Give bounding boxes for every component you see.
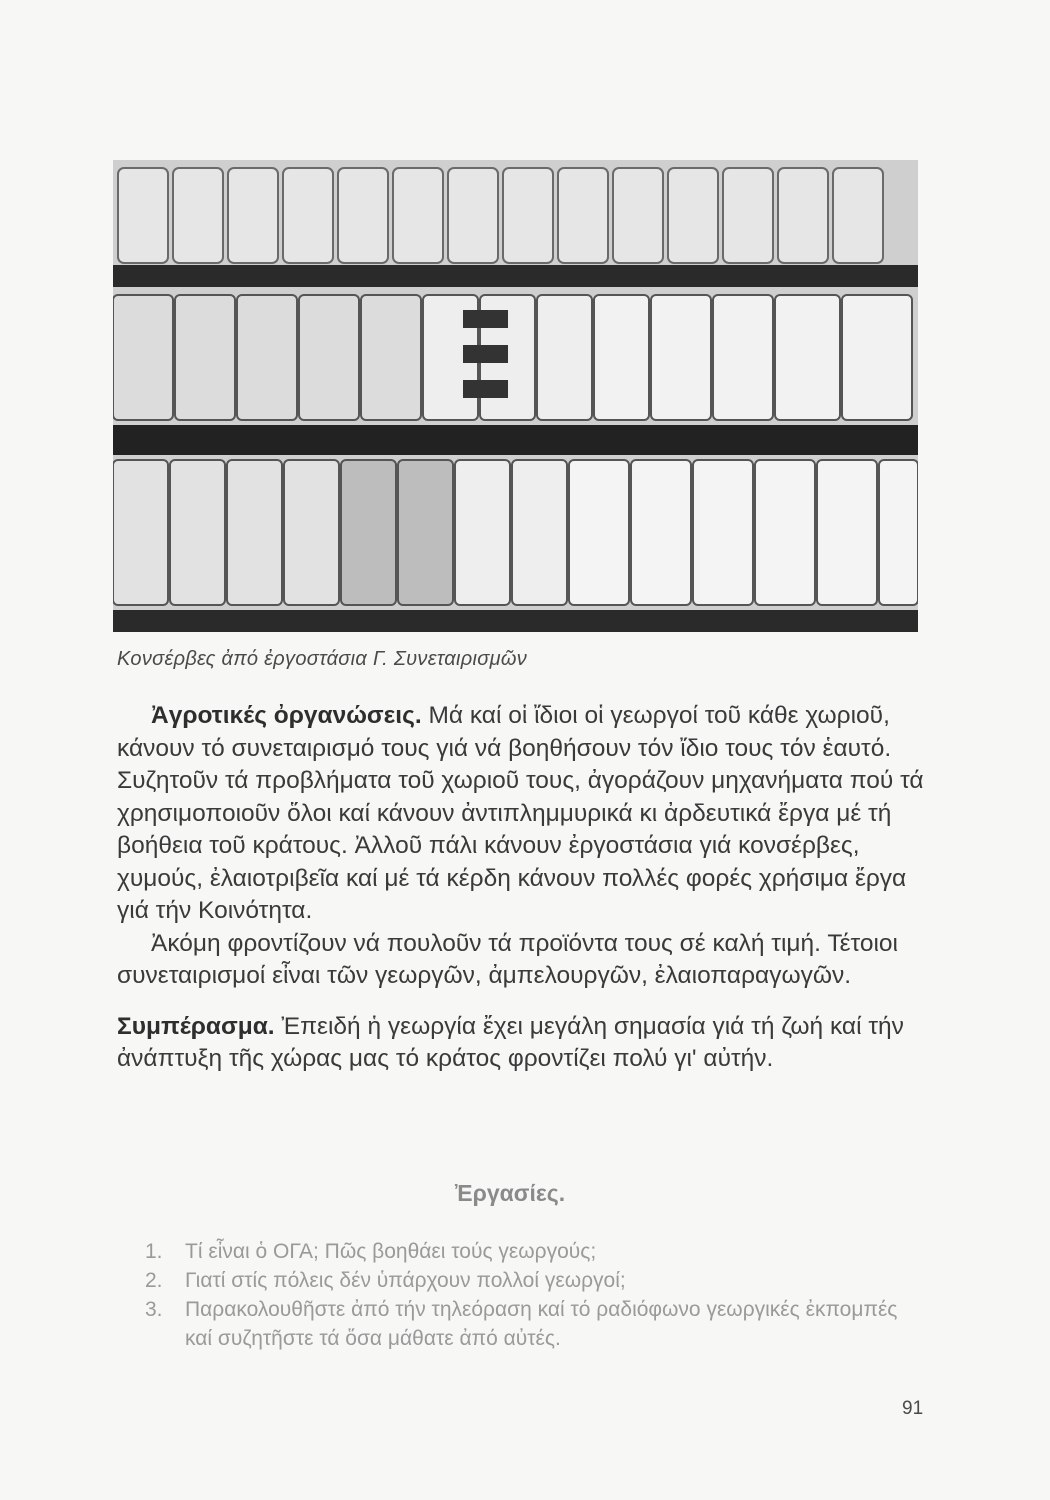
paragraph-agricultural-organizations: [117, 700, 937, 928]
exercise-number: 1.: [145, 1240, 163, 1263]
exercise-item: [145, 1237, 925, 1266]
paragraph-prices: Ἀκόμη φροντίζουν νά πουλοῦν τά προϊόντα τους σέ καλή τιμή. Τέτοιοι συνεταιρισμοί εἶναι τῶν γεωργῶν, ἀμπελουργῶν, ἐλαιοπαραγωγῶν.: [117, 929, 898, 989]
exercises-list: [145, 1237, 925, 1353]
exercise-number: 2.: [145, 1269, 163, 1292]
paragraph-body: Μά καί οἱ ἴδιοι οἱ γεωργοί τοῦ κάθε χωριοῦ, κάνουν τό συνεταιρισμό τους γιά νά βοηθήσουν τόν ἴδιο τους τόν ἑαυτό. Συζητοῦν τά προβλήματα τοῦ χωριοῦ τους, ἀγοράζουν μηχανήματα πού τά χρησιμοποιοῦν ὅλοι καί κάνουν ἀντιπλημμυρικά κι ἀρδευτικά ἔργα μέ τή βοήθεια τοῦ κράτους. Ἀλλοῦ πάλι κάνουν ἐργοστάσια γιά κονσέρβες, χυμούς, ἐλαιοτριβεῖα καί μέ τά κέρδη κάνουν πολλές φορές χρήσιμα ἔργα γιά τήν Κοινότητα.: [117, 702, 924, 924]
paragraph-heading: Ἀγροτικές ὀργανώσεις.: [151, 702, 422, 729]
main-text: [117, 700, 937, 1076]
paragraph-conclusion: [117, 1011, 937, 1076]
exercise-text: Τί εἶναι ὁ ΟΓΑ; Πῶς βοηθάει τούς γεωργούς;: [185, 1240, 597, 1263]
exercise-item: [145, 1295, 925, 1353]
page-number: 91: [902, 1398, 924, 1419]
canned-goods-photo: [113, 160, 918, 632]
exercise-text: Γιατί στίς πόλεις δέν ὑπάρχουν πολλοί γεωργοί;: [185, 1269, 626, 1292]
shelves-photo-icon: [113, 160, 918, 632]
paragraph-body: Ἐπειδή ἡ γεωργία ἔχει μεγάλη σημασία γιά τή ζωή καί τήν ἀνάπτυξη τῆς χώρας μας τό κράτος φροντίζει πολύ γι' αὐτήν.: [117, 1012, 904, 1072]
exercise-number: 3.: [145, 1298, 163, 1321]
exercise-item: [145, 1266, 925, 1295]
paragraph-heading: Συμπέρασμα.: [117, 1012, 275, 1040]
exercise-text: Παρακολουθῆστε ἀπό τήν τηλεόραση καί τό ραδιόφωνο γεωργικές ἐκπομπές καί συζητῆστε τά ὅσα μάθατε ἀπό αὐτές.: [185, 1298, 898, 1350]
photo-caption: Κονσέρβες ἀπό ἐργοστάσια Γ. Συνεταιρισμῶν: [117, 648, 528, 670]
exercises-title: Ἐργασίες.: [455, 1180, 566, 1206]
